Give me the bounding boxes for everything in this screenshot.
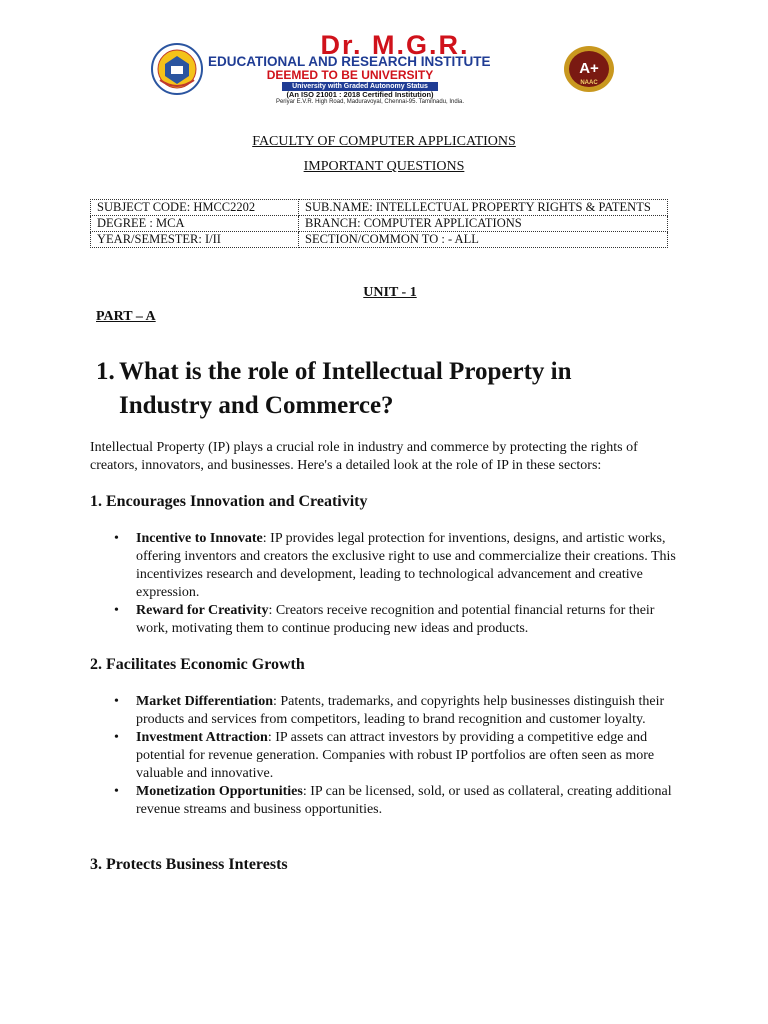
address-label: Periyar E.V.R. High Road, Maduravoyal, Chennai-95. Tamilnadu, India. <box>275 99 465 105</box>
table-cell: BRANCH: COMPUTER APPLICATIONS <box>299 216 668 232</box>
deemed-university-label: DEEMED TO BE UNIVERSITY <box>266 68 434 82</box>
item-term: Investment Attraction <box>136 730 268 745</box>
institution-name: Dr. M.G.R. <box>320 30 470 60</box>
table-cell: DEGREE : MCA <box>91 216 299 232</box>
section-heading: 3. Protects Business Interests <box>90 856 288 873</box>
list-item <box>90 693 680 729</box>
bullet-list <box>90 693 680 819</box>
item-text: : IP can be licensed, sold, or used as collateral, creating additional revenue streams and business opportunities. <box>136 784 672 817</box>
section-heading: 2. Facilitates Economic Growth <box>90 656 305 673</box>
item-term: Monetization Opportunities <box>136 784 303 799</box>
item-text: : IP assets can attract investors by providing a competitive edge and potential for revenue generation. Companies with robust IP portfolios are often seen as more valuable and innovative. <box>136 730 655 781</box>
document-title: IMPORTANT QUESTIONS <box>303 159 465 174</box>
bullet-list <box>90 530 680 638</box>
table-cell: SUB.NAME: INTELLECTUAL PROPERTY RIGHTS & PATENTS <box>299 200 668 216</box>
item-text: : Patents, trademarks, and copyrights help businesses distinguish their products and services from competitors, leading to brand recognition and customer loyalty. <box>136 694 665 727</box>
intro-paragraph: Intellectual Property (IP) plays a crucial role in industry and commerce by protecting the rights of creators, innovators, and businesses. Here's a detailed look at the role of IP in these sectors: <box>90 440 638 473</box>
table-row <box>91 216 668 232</box>
list-item <box>90 729 680 783</box>
section-heading: 1. Encourages Innovation and Creativity <box>90 493 368 510</box>
table-row <box>91 200 668 216</box>
list-item <box>90 602 680 638</box>
list-item <box>90 783 680 819</box>
naac-badge-icon <box>562 44 616 94</box>
unit-heading: UNIT - 1 <box>363 285 417 300</box>
faculty-title: FACULTY OF COMPUTER APPLICATIONS <box>252 134 516 149</box>
question-text: What is the role of Intellectual Property in Industry and Commerce? <box>119 358 572 419</box>
naac-grade: A+ <box>579 60 599 77</box>
item-text: : Creators receive recognition and potential financial returns for their work, motivating them to continue producing new ideas and products. <box>136 603 655 636</box>
table-cell: SUBJECT CODE: HMCC2202 <box>91 200 299 216</box>
iso-label: (An ISO 21001 : 2018 Certified Institution) <box>286 90 434 99</box>
institution-subtitle: EDUCATIONAL AND RESEARCH INSTITUTE <box>208 54 491 69</box>
naac-label: NAAC <box>580 80 598 86</box>
table-cell: YEAR/SEMESTER: I/II <box>91 232 299 248</box>
autonomy-strip: University with Graded Autonomy Status <box>282 82 438 91</box>
item-term: Incentive to Innovate <box>136 531 263 546</box>
list-item <box>90 530 680 602</box>
item-text: : IP provides legal protection for inventions, designs, and artistic works, offering inventors and creators the exclusive right to use and commercialize their creations. This incentivizes research and development, leading to technological advancement and creative expression. <box>136 531 676 600</box>
question-number: 1. <box>96 358 115 385</box>
course-info-table <box>90 199 668 248</box>
letterhead <box>150 30 620 110</box>
part-heading: PART – A <box>96 309 156 324</box>
item-term: Reward for Creativity <box>136 603 269 618</box>
table-row <box>91 232 668 248</box>
item-term: Market Differentiation <box>136 694 273 709</box>
table-cell: SECTION/COMMON TO : - ALL <box>299 232 668 248</box>
